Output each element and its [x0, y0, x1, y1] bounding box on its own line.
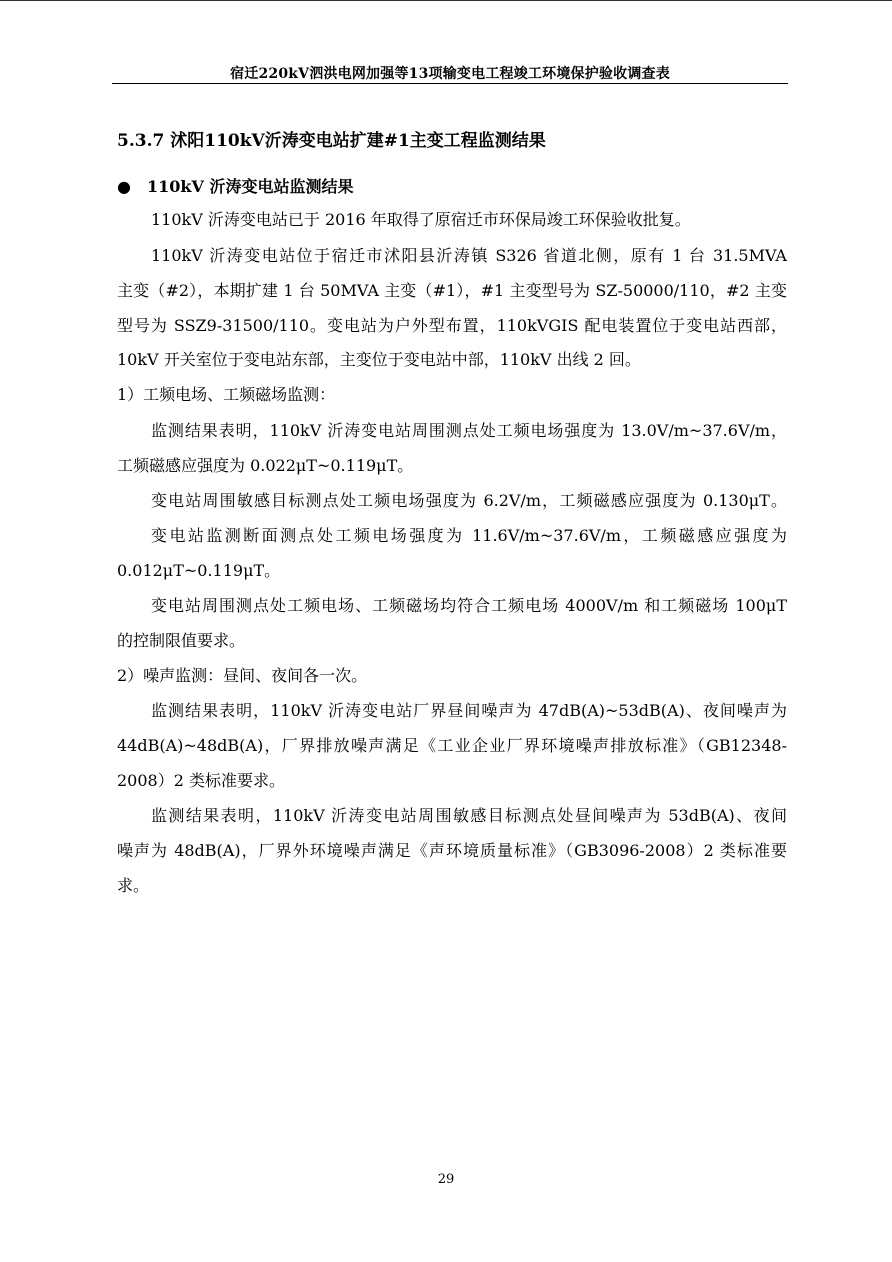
body-line: 主变（#2），本期扩建 1 台 50MVA 主变（#1），#1 主变型号为 SZ-50000/110，#2 主变: [117, 281, 787, 300]
body-line: 变电站周围敏感目标测点处工频电场强度为 6.2V/m，工频磁感应强度为 0.130μT。: [151, 491, 787, 510]
body-line: 0.012μT~0.119μT。: [117, 561, 281, 580]
subsection-label: 1）工频电场、工频磁场监测：: [117, 385, 336, 404]
body-line: 变电站周围测点处工频电场、工频磁场均符合工频电场 4000V/m 和工频磁场 100μT: [151, 596, 787, 615]
bullet-icon: ●: [117, 177, 131, 196]
top-border: [0, 0, 892, 1]
body-line: 工频磁感应强度为 0.022μT~0.119μT。: [117, 456, 414, 475]
body-line: 监测结果表明，110kV 沂涛变电站厂界昼间噪声为 47dB(A)~53dB(A)、夜间噪声为: [151, 701, 787, 720]
body-line: 监测结果表明，110kV 沂涛变电站周围测点处工频电场强度为 13.0V/m~37.6V/m，: [151, 421, 787, 440]
body-line: 110kV 沂涛变电站位于宿迁市沭阳县沂涛镇 S326 省道北侧，原有 1 台 31.5MVA: [151, 246, 787, 265]
body-line: 的控制限值要求。: [117, 631, 246, 650]
body-line: 监测结果表明，110kV 沂涛变电站周围敏感目标测点处昼间噪声为 53dB(A)、夜间: [151, 806, 787, 825]
bullet-heading-text: 110kV 沂涛变电站监测结果: [147, 177, 354, 196]
body-line: 型号为 SSZ9-31500/110。变电站为户外型布置，110kVGIS 配电装置位于变电站西部，: [117, 316, 787, 335]
section-title: 5.3.7 沭阳110kV沂涛变电站扩建#1主变工程监测结果: [117, 131, 546, 151]
body-line: 求。: [117, 876, 150, 895]
bullet-heading: [117, 174, 353, 197]
page-number: 29: [437, 1172, 455, 1187]
body-line: 44dB(A)~48dB(A)，厂界排放噪声满足《工业企业厂界环境噪声排放标准》（GB12348-: [117, 736, 787, 755]
body-line: 2008）2 类标准要求。: [117, 771, 285, 790]
body-line: 变电站监测断面测点处工频电场强度为 11.6V/m~37.6V/m，工频磁感应强度为: [151, 526, 787, 545]
body-line: 110kV 沂涛变电站已于 2016 年取得了原宿迁市环保局竣工环保验收批复。: [151, 210, 691, 229]
header-rule: [112, 83, 788, 84]
body-line: 噪声为 48dB(A)，厂界外环境噪声满足《声环境质量标准》（GB3096-2008）2 类标准要: [117, 841, 787, 860]
subsection-label: 2）噪声监测：昼间、夜间各一次。: [117, 666, 368, 685]
running-header: 宿迁220kV泗洪电网加强等13项输变电工程竣工环境保护验收调查表: [230, 66, 670, 82]
body-line: 10kV 开关室位于变电站东部，主变位于变电站中部，110kV 出线 2 回。: [117, 350, 641, 369]
